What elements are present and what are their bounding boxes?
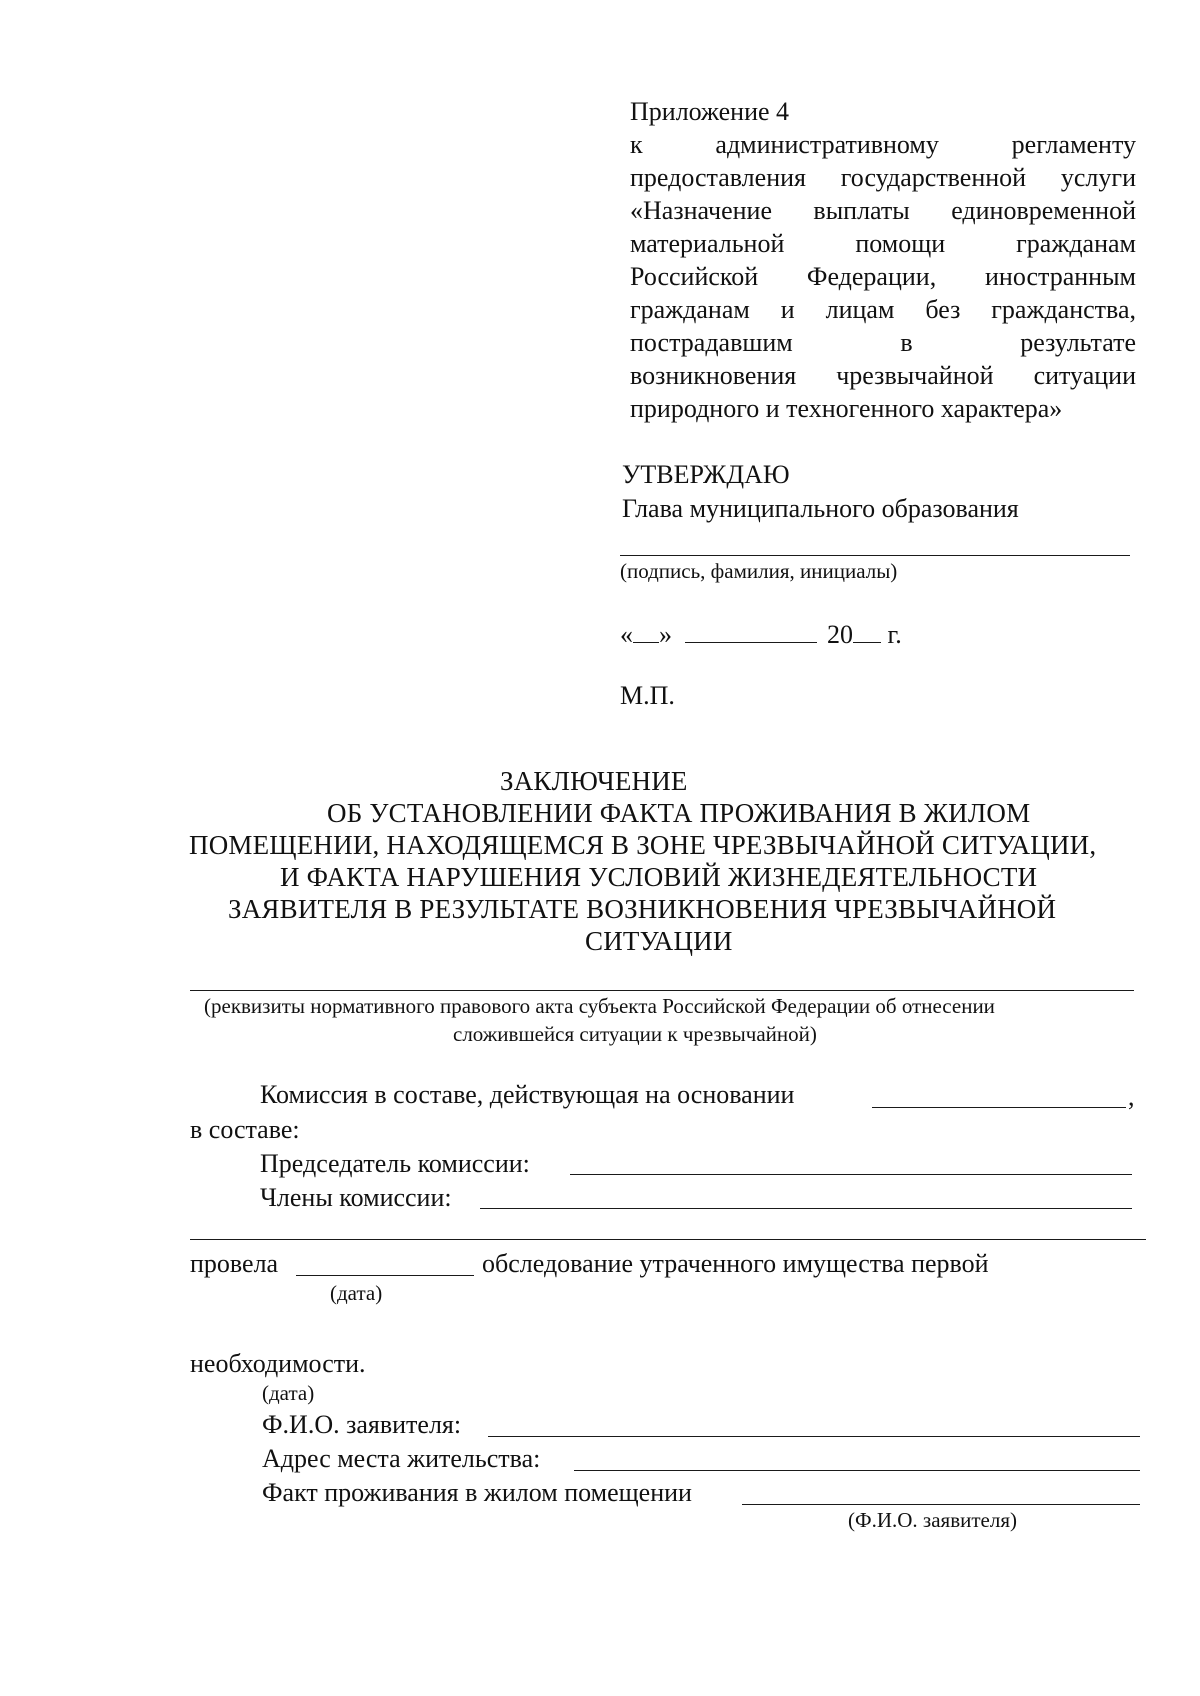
in-composition-label: в составе: xyxy=(190,1115,300,1144)
signature-line xyxy=(620,555,1130,556)
appendix-line-3: «Назначение выплаты единовременной xyxy=(630,196,1136,225)
residence-fact-label: Факт проживания в жилом помещении xyxy=(262,1478,692,1507)
approver-position: Глава муниципального образования xyxy=(622,494,1019,523)
stamp-label: М.П. xyxy=(620,681,675,710)
conducted-label: провела xyxy=(190,1249,279,1278)
document-title-1: ЗАКЛЮЧЕНИЕ xyxy=(500,766,688,796)
document-title-4: И ФАКТА НАРУШЕНИЯ УСЛОВИЙ ЖИЗНЕДЕЯТЕЛЬНОСТИ xyxy=(280,862,1038,892)
appendix-line-6: гражданам и лицам без гражданства, xyxy=(630,295,1136,324)
approve-label: УТВЕРЖДАЮ xyxy=(622,460,790,489)
appendix-line-2: предоставления государственной услуги xyxy=(630,163,1136,192)
appendix-line-7: пострадавшим в результате xyxy=(630,328,1136,357)
chairman-label: Председатель комиссии: xyxy=(260,1149,530,1178)
chairman-field[interactable] xyxy=(570,1174,1132,1175)
date-month-blank xyxy=(685,618,817,643)
date-quote-open: « xyxy=(620,620,633,649)
inspection-date-caption: (дата) xyxy=(330,1281,383,1305)
commission-intro: Комиссия в составе, действующая на основании xyxy=(260,1080,795,1109)
document-title-6: СИТУАЦИИ xyxy=(585,926,733,956)
appendix-heading: Приложение 4 xyxy=(630,97,790,126)
document-title-2: ОБ УСТАНОВЛЕНИИ ФАКТА ПРОЖИВАНИЯ В ЖИЛОМ xyxy=(327,798,1031,828)
survey-text: обследование утраченного имущества первой xyxy=(482,1249,989,1278)
approval-date-row xyxy=(620,618,920,652)
applicant-fio-field[interactable] xyxy=(488,1436,1140,1437)
inspection-date-field[interactable] xyxy=(296,1275,474,1276)
document-title-3: ПОМЕЩЕНИИ, НАХОДЯЩЕМСЯ В ЗОНЕ ЧРЕЗВЫЧАЙНОЙ СИТУАЦИИ, xyxy=(189,830,1097,860)
date-year-blank xyxy=(853,618,881,643)
members-field[interactable] xyxy=(480,1208,1132,1209)
applicant-fio-label: Ф.И.О. заявителя: xyxy=(262,1410,462,1439)
signature-caption: (подпись, фамилия, инициалы) xyxy=(620,559,898,583)
applicant-address-field[interactable] xyxy=(574,1470,1140,1471)
appendix-line-8: возникновения чрезвычайной ситуации xyxy=(630,361,1136,390)
members-field-continued[interactable] xyxy=(190,1239,1146,1240)
applicant-address-label: Адрес места жительства: xyxy=(262,1444,541,1473)
requisites-caption-line-1: (реквизиты нормативного правового акта субъекта Российской Федерации об отнесении xyxy=(204,994,995,1018)
commission-basis-field[interactable] xyxy=(872,1107,1126,1108)
appendix-line-4: материальной помощи гражданам xyxy=(630,229,1136,258)
appendix-line-5: Российской Федерации, иностранным xyxy=(630,262,1136,291)
date-year-prefix: 20 xyxy=(827,620,853,649)
appendix-line-9: природного и техногенного характера» xyxy=(630,394,1063,423)
residence-fact-field[interactable] xyxy=(742,1504,1140,1505)
applicant-fio-caption: (Ф.И.О. заявителя) xyxy=(848,1508,1017,1532)
requisites-caption-line-2: сложившейся ситуации к чрезвычайной) xyxy=(453,1022,817,1046)
requisites-line xyxy=(190,990,1134,991)
members-label: Члены комиссии: xyxy=(260,1183,452,1212)
date-year-suffix: г. xyxy=(887,620,902,649)
date-quote-close: » xyxy=(659,620,672,649)
necessity-text: необходимости. xyxy=(190,1349,366,1378)
document-title-5: ЗАЯВИТЕЛЯ В РЕЗУЛЬТАТЕ ВОЗНИКНОВЕНИЯ ЧРЕЗВЫЧАЙНОЙ xyxy=(228,894,1057,924)
appendix-line-1: к административному регламенту xyxy=(630,130,1136,159)
necessity-date-caption: (дата) xyxy=(262,1381,315,1405)
date-day-blank xyxy=(633,618,659,643)
commission-intro-comma: , xyxy=(1128,1082,1135,1111)
